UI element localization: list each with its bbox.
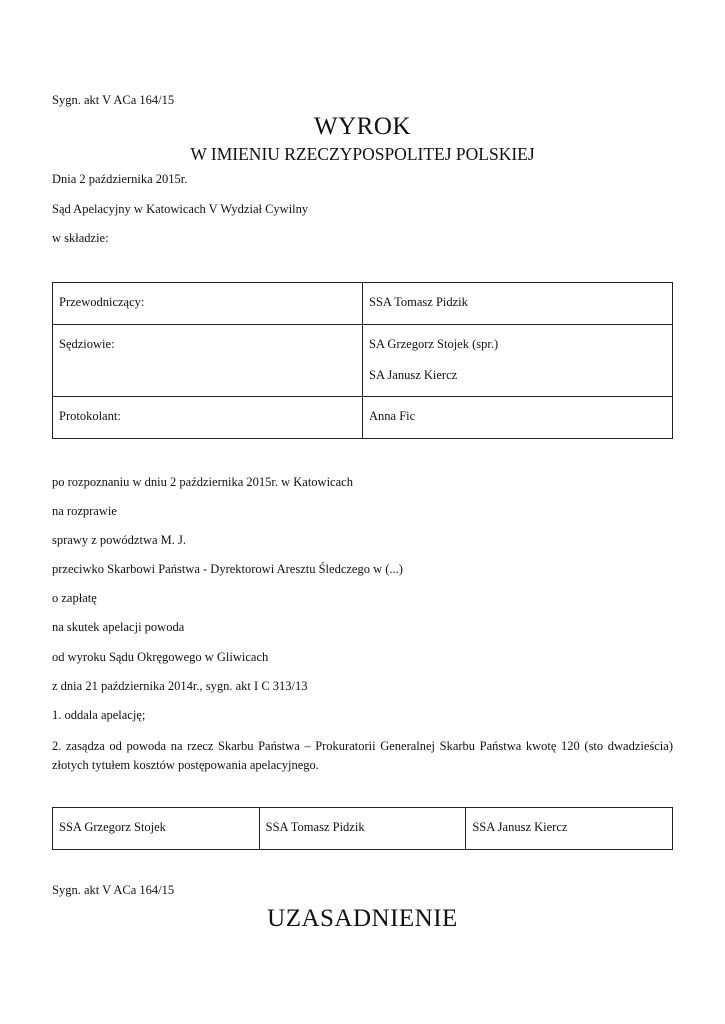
signature-cell: SSA Grzegorz Stojek [53, 808, 260, 850]
case-number: Sygn. akt V ACa 164/15 [52, 93, 175, 107]
signature-cell: SSA Janusz Kiercz [466, 808, 673, 850]
ruling-point-2: 2. zasądza od powoda na rzecz Skarbu Państwa – Prokuratorii Generalnej Skarbu Państwa kwotę 120 (sto dwadzieścia) złotych tytułem kosztów postępowania apelacyjnego. [52, 739, 673, 772]
composition-label: w składzie: [52, 231, 109, 245]
table-row [53, 397, 673, 439]
table-row [53, 283, 673, 325]
body-line: sprawy z powództwa M. J. [52, 533, 187, 547]
name-cell: SSA Tomasz Pidzik [363, 283, 673, 325]
panel-table [52, 282, 673, 439]
role-cell: Protokolant: [53, 397, 363, 439]
signature-cell: SSA Tomasz Pidzik [259, 808, 466, 850]
body-line: na skutek apelacji powoda [52, 620, 185, 634]
table-row [53, 808, 673, 850]
judge-name: SA Janusz Kiercz [369, 368, 458, 382]
body-line: przeciwko Skarbowi Państwa - Dyrektorowi Aresztu Śledczego w (...) [52, 562, 403, 576]
case-number-footer: Sygn. akt V ACa 164/15 [52, 883, 175, 897]
justification-title: UZASADNIENIE [267, 905, 458, 932]
court-name: Sąd Apelacyjny w Katowicach V Wydział Cywilny [52, 202, 309, 216]
judgment-subtitle: W IMIENIU RZECZYPOSPOLITEJ POLSKIEJ [190, 144, 535, 164]
judge-name: SA Grzegorz Stojek (spr.) [369, 337, 499, 351]
name-cell: Anna Fic [363, 397, 673, 439]
role-cell: Przewodniczący: [53, 283, 363, 325]
body-line: po rozpoznaniu w dniu 2 października 2015r. w Katowicach [52, 475, 353, 489]
judgment-title: WYROK [314, 113, 411, 140]
name-cell [363, 325, 673, 397]
table-row [53, 325, 673, 397]
body-line: o zapłatę [52, 591, 97, 605]
role-cell: Sędziowie: [53, 325, 363, 397]
ruling-point-1: 1. oddala apelację; [52, 708, 146, 722]
judgment-date: Dnia 2 października 2015r. [52, 172, 188, 186]
signature-table [52, 807, 673, 850]
body-line: od wyroku Sądu Okręgowego w Gliwicach [52, 650, 269, 664]
body-line: z dnia 21 października 2014r., sygn. akt I C 313/13 [52, 679, 308, 693]
body-line: na rozprawie [52, 504, 117, 518]
